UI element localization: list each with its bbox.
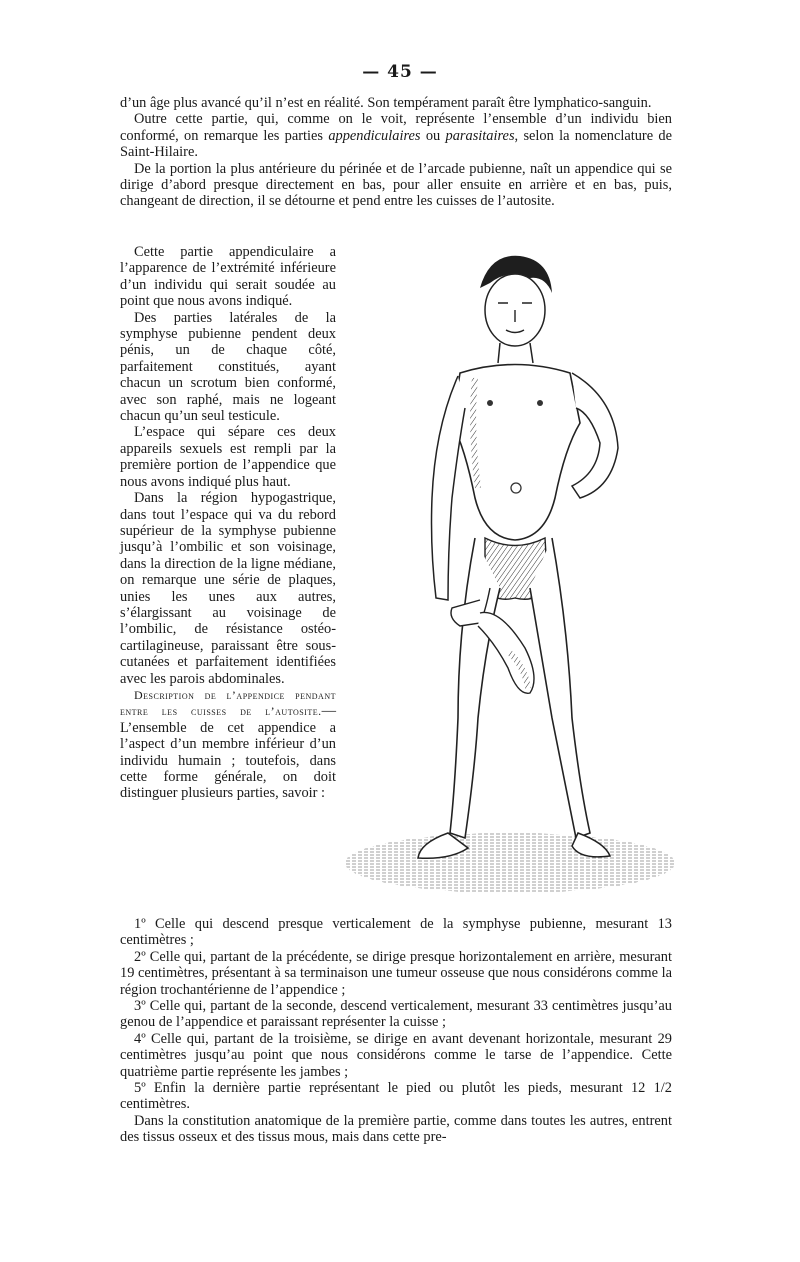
paragraph: Outre cette partie, qui, comme on le voit, représente l’ensemble d’un individu bien conformé, on remarque les parties appendiculaires ou parasitaires, selon la nomenclature de Saint-Hilaire. bbox=[120, 111, 672, 161]
paragraph: Cette partie appendiculaire a l’apparence de l’extrémité inférieure d’un individu qui serait soudée au point que nous avons indiqué. bbox=[120, 244, 336, 310]
list-item: 2º Celle qui, partant de la précédente, se dirige presque horizontalement en arrière, mesurant 19 centimètres, présentant à sa terminaison une tumeur osseuse que nous considérons comme la région trochantérienne de l’appendice ; bbox=[120, 948, 672, 998]
paragraph: d’un âge plus avancé qu’il n’est en réalité. Son tempérament paraît être lymphatico-sanguin. bbox=[120, 95, 652, 111]
list-item: 5º Enfin la dernière partie représentant le pied ou plutôt les pieds, mesurant 12 1/2 centimètres. bbox=[120, 1080, 672, 1113]
paragraph: Dans la région hypogastrique, dans tout l’espace qui va du rebord supérieur de la symphyse pubienne jusqu’à l’ombilic et son voisinage, dans la direction de la ligne médiane, on remarque une série de plaques, unies les unes aux autres, s’élargissant au voisinage de l’ombilic, de résistance ostéo-cartilagineuse, paraissant être sous-cutanées et parfaitement identifiées avec les parois abdominales. bbox=[120, 490, 336, 687]
section-heading: Description de l’appendice pendant entre les cuisses de l’autosite. bbox=[120, 687, 336, 719]
list-item: 3º Celle qui, partant de la seconde, descend verticalement, mesurant 33 centimètres jusqu’au genou de l’appendice et paraissant représenter la cuisse ; bbox=[120, 998, 672, 1031]
list-item: 1º Celle qui descend presque verticalement de la symphyse pubienne, mesurant 13 centimètres ; bbox=[120, 916, 672, 949]
bottom-text-block bbox=[120, 916, 672, 1146]
section-paragraph: Description de l’appendice pendant entre les cuisses de l’autosite.—L’ensemble de cet appendice a l’aspect d’un membre inférieur d’un individu humain ; toutefois, dans cette forme générale, on doit distinguer plusieurs parties, savoir : bbox=[120, 687, 336, 802]
top-text-block bbox=[120, 95, 672, 210]
paragraph: Dans la constitution anatomique de la première partie, comme dans toutes les autres, entrent des tissus osseux et des tissus mous, mais dans cette pre- bbox=[120, 1112, 672, 1146]
left-column-text bbox=[120, 244, 336, 802]
engraving-illustration bbox=[340, 248, 680, 908]
paragraph: L’espace qui sépare ces deux appareils sexuels est rempli par la première portion de l’appendice que nous avons indiqué plus haut. bbox=[120, 424, 336, 490]
page-number: — 45 — bbox=[362, 62, 438, 82]
list-item: 4º Celle qui, partant de la troisième, se dirige en avant devenant horizontale, mesurant 29 centimètres jusqu’au point que nous considérons comme le tarse de l’appendice. Cette quatrième partie représente les jambes ; bbox=[120, 1030, 672, 1080]
paragraph: Des parties latérales de la symphyse pubienne pendent deux pénis, un de chaque côté, parfaitement constitués, ayant chacun un scrotum bien conformé, avec son raphé, mais ne logeant chacun qu’un seul testicule. bbox=[120, 309, 336, 425]
paragraph: De la portion la plus antérieure du périnée et de l’arcade pubienne, naît un appendice qui se dirige d’abord presque directement en bas, pour aller ensuite en arrière et en bas, puis, changeant de direction, il se détourne et pend entre les cuisses de l’autosite. bbox=[120, 160, 672, 210]
